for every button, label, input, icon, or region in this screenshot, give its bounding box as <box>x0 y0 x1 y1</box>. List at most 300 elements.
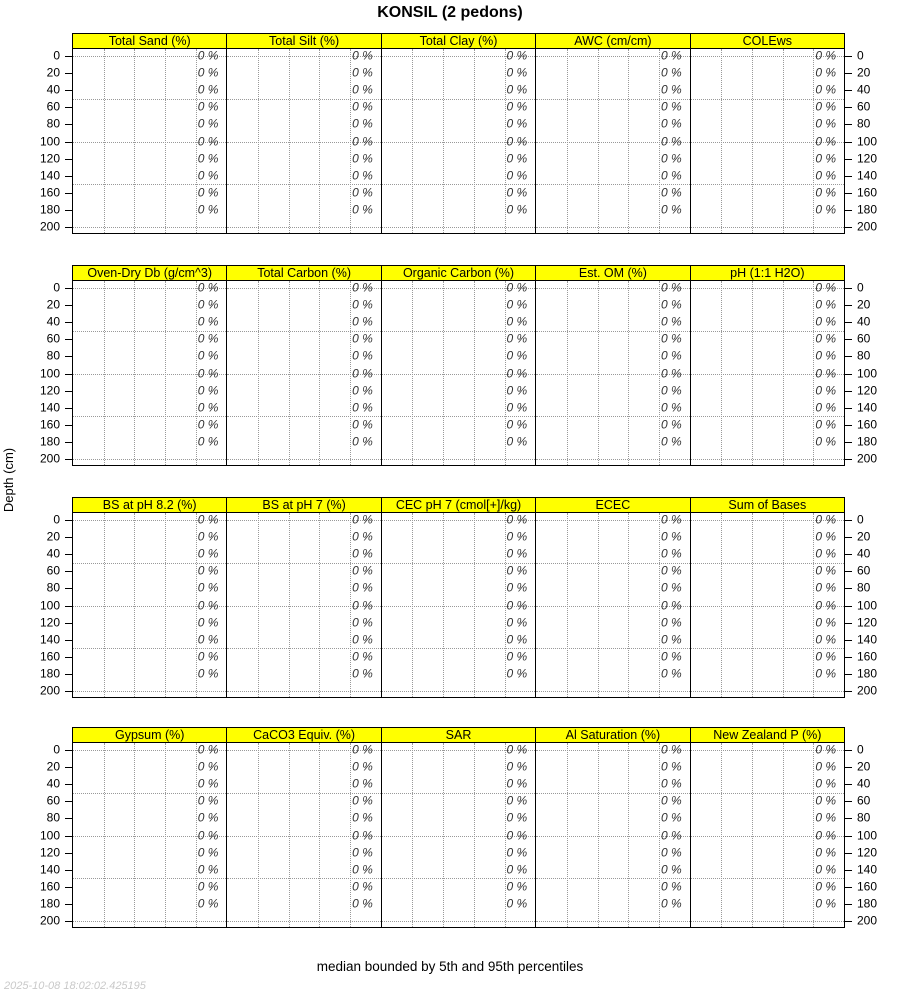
contributing-fraction-label: 0 % <box>815 828 837 842</box>
left-axis-tick <box>65 836 72 837</box>
contributing-fraction-label: 0 % <box>352 116 373 131</box>
contributing-fraction-label: 0 % <box>660 348 682 363</box>
contributing-fraction-label: 0 % <box>815 297 837 312</box>
right-axis-tick <box>845 887 852 888</box>
horizontal-gridline <box>691 227 844 228</box>
horizontal-gridline <box>382 227 535 228</box>
contributing-fraction-label: 0 % <box>352 366 373 380</box>
left-axis-tick-label: 100 <box>39 134 60 148</box>
contributing-fraction-label: 0 % <box>352 742 373 757</box>
left-axis-tick-label: 20 <box>46 759 60 774</box>
horizontal-gridline <box>227 921 380 922</box>
panel-strip <box>690 265 845 281</box>
panel <box>690 281 845 466</box>
right-axis-tick-label: 160 <box>857 649 878 664</box>
right-axis-tick-label: 0 <box>857 742 864 757</box>
panel <box>690 743 845 928</box>
strip-row <box>72 727 845 743</box>
panel-row <box>72 743 845 928</box>
right-axis-tick <box>845 818 852 819</box>
contributing-fraction-label: 0 % <box>197 759 219 774</box>
panel-strip <box>72 727 227 743</box>
panel-strip-label: BS at pH 8.2 (%) <box>102 497 197 512</box>
horizontal-gridline <box>382 459 535 460</box>
contributing-fraction-label: 0 % <box>506 529 528 544</box>
contributing-fraction-label: 0 % <box>506 546 528 561</box>
contributing-fraction-label: 0 % <box>506 168 528 183</box>
contributing-fraction-label: 0 % <box>660 810 682 825</box>
contributing-fraction-label: 0 % <box>660 512 682 527</box>
contributing-fraction-label: 0 % <box>352 331 373 346</box>
contributing-fraction-label: 0 % <box>660 742 682 757</box>
contributing-fraction-label: 0 % <box>660 632 682 647</box>
left-axis-tick-label: 100 <box>39 598 60 612</box>
contributing-fraction-label: 0 % <box>506 580 528 595</box>
contributing-fraction-label: 0 % <box>352 434 373 449</box>
left-axis-tick <box>65 870 72 871</box>
panel-strip-label: Sum of Bases <box>728 497 807 512</box>
left-axis-tick-label: 60 <box>46 793 60 808</box>
contributing-fraction-label: 0 % <box>506 810 528 825</box>
left-axis-tick <box>65 442 72 443</box>
right-axis-tick <box>845 870 852 871</box>
panel <box>226 743 381 928</box>
contributing-fraction-label: 0 % <box>197 366 219 380</box>
contributing-fraction-label: 0 % <box>352 400 373 415</box>
contributing-fraction-label: 0 % <box>506 280 528 295</box>
horizontal-gridline <box>691 459 844 460</box>
left-axis-tick <box>65 606 72 607</box>
left-axis-tick <box>65 425 72 426</box>
contributing-fraction-label: 0 % <box>506 331 528 346</box>
contributing-fraction-label: 0 % <box>815 580 837 595</box>
right-axis-tick <box>845 691 852 692</box>
contributing-fraction-label: 0 % <box>660 776 682 791</box>
right-axis-tick <box>845 56 852 57</box>
contributing-fraction-label: 0 % <box>815 759 837 774</box>
horizontal-gridline <box>73 227 226 228</box>
left-axis-tick <box>65 904 72 905</box>
panel-strip-label: Organic Carbon (%) <box>402 265 515 280</box>
left-axis-tick-label: 60 <box>46 331 60 346</box>
right-axis-tick-label: 140 <box>857 862 878 877</box>
right-axis-tick-label: 120 <box>857 151 878 166</box>
left-axis-tick <box>65 853 72 854</box>
contributing-fraction-label: 0 % <box>660 546 682 561</box>
panel <box>381 281 536 466</box>
horizontal-gridline <box>227 691 380 692</box>
right-axis-tick <box>845 425 852 426</box>
contributing-fraction-label: 0 % <box>197 810 219 825</box>
left-axis-tick-label: 180 <box>39 896 60 911</box>
right-axis-tick-label: 200 <box>857 683 878 698</box>
left-axis-tick <box>65 921 72 922</box>
contributing-fraction-label: 0 % <box>506 512 528 527</box>
left-axis-tick-label: 180 <box>39 666 60 681</box>
left-axis-tick-label: 200 <box>39 219 60 234</box>
horizontal-gridline <box>227 227 380 228</box>
contributing-fraction-label: 0 % <box>815 632 837 647</box>
left-axis-tick-label: 100 <box>39 828 60 842</box>
right-axis-tick <box>845 520 852 521</box>
panel-strip <box>381 497 536 513</box>
right-axis-tick-label: 20 <box>857 759 871 774</box>
contributing-fraction-label: 0 % <box>506 563 528 578</box>
contributing-fraction-label: 0 % <box>815 280 837 295</box>
right-axis-tick <box>845 408 852 409</box>
panel-strip-label: Total Sand (%) <box>108 33 191 48</box>
right-axis-tick <box>845 640 852 641</box>
left-axis-tick-label: 120 <box>39 383 60 398</box>
contributing-fraction-label: 0 % <box>660 666 682 681</box>
contributing-fraction-label: 0 % <box>815 598 837 612</box>
contributing-fraction-label: 0 % <box>352 810 373 825</box>
contributing-fraction-label: 0 % <box>660 417 682 432</box>
panel-strip-label: Al Saturation (%) <box>565 727 661 742</box>
contributing-fraction-label: 0 % <box>660 896 682 911</box>
left-axis-tick <box>65 554 72 555</box>
contributing-fraction-label: 0 % <box>660 828 682 842</box>
contributing-fraction-label: 0 % <box>197 48 219 63</box>
left-axis-tick-label: 80 <box>46 116 60 131</box>
contributing-fraction-label: 0 % <box>352 845 373 860</box>
right-axis-tick <box>845 193 852 194</box>
contributing-fraction-label: 0 % <box>352 632 373 647</box>
contributing-fraction-label: 0 % <box>660 615 682 630</box>
left-axis-tick-label: 40 <box>46 546 60 561</box>
horizontal-gridline <box>536 459 689 460</box>
right-axis-tick-label: 180 <box>857 896 878 911</box>
contributing-fraction-label: 0 % <box>660 649 682 664</box>
contributing-fraction-label: 0 % <box>352 546 373 561</box>
contributing-fraction-label: 0 % <box>506 366 528 380</box>
right-axis-tick-label: 200 <box>857 451 878 466</box>
contributing-fraction-label: 0 % <box>352 580 373 595</box>
panel <box>72 49 227 234</box>
contributing-fraction-label: 0 % <box>197 615 219 630</box>
contributing-fraction-label: 0 % <box>815 615 837 630</box>
right-axis-tick-label: 180 <box>857 434 878 449</box>
right-axis-tick-label: 120 <box>857 845 878 860</box>
left-axis-tick <box>65 56 72 57</box>
contributing-fraction-label: 0 % <box>660 580 682 595</box>
contributing-fraction-label: 0 % <box>197 168 219 183</box>
contributing-fraction-label: 0 % <box>197 666 219 681</box>
left-axis-tick-label: 20 <box>46 65 60 80</box>
right-axis-tick <box>845 107 852 108</box>
right-axis-tick-label: 160 <box>857 417 878 432</box>
contributing-fraction-label: 0 % <box>815 776 837 791</box>
right-axis-tick <box>845 322 852 323</box>
contributing-fraction-label: 0 % <box>660 862 682 877</box>
contributing-fraction-label: 0 % <box>660 82 682 97</box>
left-axis-tick-label: 60 <box>46 99 60 114</box>
contributing-fraction-label: 0 % <box>660 529 682 544</box>
right-axis-tick <box>845 801 852 802</box>
contributing-fraction-label: 0 % <box>506 400 528 415</box>
right-axis-tick <box>845 750 852 751</box>
panel-strip <box>226 727 381 743</box>
left-axis-tick-label: 200 <box>39 451 60 466</box>
left-axis-tick <box>65 210 72 211</box>
contributing-fraction-label: 0 % <box>815 810 837 825</box>
contributing-fraction-label: 0 % <box>506 896 528 911</box>
left-axis-tick-label: 160 <box>39 649 60 664</box>
contributing-fraction-label: 0 % <box>197 383 219 398</box>
contributing-fraction-label: 0 % <box>352 417 373 432</box>
right-axis-tick-label: 20 <box>857 529 871 544</box>
left-axis-tick-label: 120 <box>39 845 60 860</box>
right-axis-tick-label: 0 <box>857 280 864 295</box>
right-axis-tick <box>845 657 852 658</box>
panel <box>535 513 690 698</box>
right-axis-tick-label: 100 <box>857 366 878 380</box>
contributing-fraction-label: 0 % <box>660 202 682 217</box>
contributing-fraction-label: 0 % <box>352 383 373 398</box>
left-axis-tick <box>65 142 72 143</box>
panel-strip <box>690 727 845 743</box>
left-axis-tick <box>65 73 72 74</box>
panel-strip <box>381 727 536 743</box>
contributing-fraction-label: 0 % <box>815 896 837 911</box>
contributing-fraction-label: 0 % <box>197 417 219 432</box>
right-axis-tick-label: 120 <box>857 615 878 630</box>
contributing-fraction-label: 0 % <box>506 185 528 200</box>
contributing-fraction-label: 0 % <box>197 314 219 329</box>
contributing-fraction-label: 0 % <box>352 168 373 183</box>
horizontal-gridline <box>227 459 380 460</box>
horizontal-gridline <box>691 921 844 922</box>
left-axis-tick <box>65 193 72 194</box>
right-axis-tick-label: 180 <box>857 202 878 217</box>
left-axis-tick <box>65 90 72 91</box>
contributing-fraction-label: 0 % <box>815 168 837 183</box>
contributing-fraction-label: 0 % <box>660 793 682 808</box>
panel-strip-label: Total Clay (%) <box>419 33 498 48</box>
right-axis-tick-label: 160 <box>857 879 878 894</box>
left-axis-tick <box>65 801 72 802</box>
right-axis-tick <box>845 391 852 392</box>
contributing-fraction-label: 0 % <box>815 862 837 877</box>
contributing-fraction-label: 0 % <box>352 862 373 877</box>
contributing-fraction-label: 0 % <box>352 598 373 612</box>
contributing-fraction-label: 0 % <box>660 434 682 449</box>
panel <box>535 281 690 466</box>
right-axis-tick <box>845 853 852 854</box>
contributing-fraction-label: 0 % <box>197 99 219 114</box>
horizontal-gridline <box>382 691 535 692</box>
right-axis-tick-label: 160 <box>857 185 878 200</box>
right-axis-tick <box>845 767 852 768</box>
contributing-fraction-label: 0 % <box>352 649 373 664</box>
panel-strip-label: AWC (cm/cm) <box>574 33 652 48</box>
left-axis-tick-label: 160 <box>39 185 60 200</box>
contributing-fraction-label: 0 % <box>197 185 219 200</box>
contributing-fraction-label: 0 % <box>352 828 373 842</box>
contributing-fraction-label: 0 % <box>352 280 373 295</box>
left-axis-tick <box>65 767 72 768</box>
contributing-fraction-label: 0 % <box>352 185 373 200</box>
right-axis-tick <box>845 227 852 228</box>
horizontal-gridline <box>536 691 689 692</box>
contributing-fraction-label: 0 % <box>197 632 219 647</box>
left-axis-tick-label: 120 <box>39 615 60 630</box>
right-axis-tick <box>845 904 852 905</box>
contributing-fraction-label: 0 % <box>197 297 219 312</box>
contributing-fraction-label: 0 % <box>660 151 682 166</box>
contributing-fraction-label: 0 % <box>815 185 837 200</box>
contributing-fraction-label: 0 % <box>197 776 219 791</box>
left-axis-tick <box>65 818 72 819</box>
contributing-fraction-label: 0 % <box>197 400 219 415</box>
strip-row <box>72 497 845 513</box>
contributing-fraction-label: 0 % <box>352 151 373 166</box>
horizontal-gridline <box>382 921 535 922</box>
contributing-fraction-label: 0 % <box>506 314 528 329</box>
left-axis-tick-label: 200 <box>39 913 60 928</box>
left-axis-tick-label: 20 <box>46 297 60 312</box>
panel-strip-label: pH (1:1 H2O) <box>730 265 805 280</box>
panel <box>690 49 845 234</box>
left-axis-tick-label: 160 <box>39 879 60 894</box>
contributing-fraction-label: 0 % <box>352 134 373 148</box>
right-axis-tick <box>845 305 852 306</box>
contributing-fraction-label: 0 % <box>197 845 219 860</box>
left-axis-tick <box>65 176 72 177</box>
contributing-fraction-label: 0 % <box>815 529 837 544</box>
contributing-fraction-label: 0 % <box>660 48 682 63</box>
right-axis-tick-label: 60 <box>857 331 871 346</box>
left-axis-tick-label: 120 <box>39 151 60 166</box>
right-axis-tick <box>845 606 852 607</box>
right-axis-tick <box>845 159 852 160</box>
contributing-fraction-label: 0 % <box>506 862 528 877</box>
contributing-fraction-label: 0 % <box>506 383 528 398</box>
contributing-fraction-label: 0 % <box>815 434 837 449</box>
contributing-fraction-label: 0 % <box>352 563 373 578</box>
horizontal-gridline <box>73 921 226 922</box>
contributing-fraction-label: 0 % <box>197 134 219 148</box>
horizontal-gridline <box>536 227 689 228</box>
panel <box>535 49 690 234</box>
contributing-fraction-label: 0 % <box>352 297 373 312</box>
right-axis-tick-label: 140 <box>857 168 878 183</box>
panel-strip <box>381 33 536 49</box>
right-axis-tick-label: 40 <box>857 776 871 791</box>
contributing-fraction-label: 0 % <box>197 879 219 894</box>
contributing-fraction-label: 0 % <box>660 280 682 295</box>
contributing-fraction-label: 0 % <box>815 400 837 415</box>
left-axis-tick-label: 140 <box>39 862 60 877</box>
panel <box>381 743 536 928</box>
right-axis-tick-label: 80 <box>857 348 871 363</box>
left-axis-tick-label: 40 <box>46 314 60 329</box>
contributing-fraction-label: 0 % <box>197 280 219 295</box>
contributing-fraction-label: 0 % <box>815 116 837 131</box>
right-axis-tick <box>845 836 852 837</box>
horizontal-gridline <box>536 921 689 922</box>
panel-strip-label: ECEC <box>595 497 631 512</box>
contributing-fraction-label: 0 % <box>197 546 219 561</box>
contributing-fraction-label: 0 % <box>352 202 373 217</box>
left-axis-tick-label: 200 <box>39 683 60 698</box>
right-axis-tick <box>845 356 852 357</box>
left-axis-tick <box>65 391 72 392</box>
contributing-fraction-label: 0 % <box>506 99 528 114</box>
right-axis-tick <box>845 921 852 922</box>
contributing-fraction-label: 0 % <box>660 598 682 612</box>
contributing-fraction-label: 0 % <box>197 82 219 97</box>
panel-strip <box>535 265 690 281</box>
contributing-fraction-label: 0 % <box>197 116 219 131</box>
contributing-fraction-label: 0 % <box>197 348 219 363</box>
contributing-fraction-label: 0 % <box>506 615 528 630</box>
right-axis-tick-label: 200 <box>857 219 878 234</box>
contributing-fraction-label: 0 % <box>506 348 528 363</box>
contributing-fraction-label: 0 % <box>815 151 837 166</box>
contributing-fraction-label: 0 % <box>197 896 219 911</box>
left-axis-tick <box>65 374 72 375</box>
left-axis-tick <box>65 623 72 624</box>
contributing-fraction-label: 0 % <box>197 512 219 527</box>
contributing-fraction-label: 0 % <box>506 649 528 664</box>
contributing-fraction-label: 0 % <box>506 134 528 148</box>
left-axis-tick <box>65 107 72 108</box>
panel-strip-label: SAR <box>445 727 472 742</box>
right-axis-tick-label: 100 <box>857 598 878 612</box>
panel-strip <box>535 727 690 743</box>
contributing-fraction-label: 0 % <box>506 793 528 808</box>
right-axis-tick-label: 200 <box>857 913 878 928</box>
contributing-fraction-label: 0 % <box>506 759 528 774</box>
y-axis-label: Depth (cm) <box>1 447 16 513</box>
contributing-fraction-label: 0 % <box>352 759 373 774</box>
panel-strip <box>226 33 381 49</box>
right-axis-tick-label: 80 <box>857 580 871 595</box>
contributing-fraction-label: 0 % <box>660 134 682 148</box>
right-axis-tick-label: 100 <box>857 828 878 842</box>
left-axis-tick-label: 40 <box>46 82 60 97</box>
right-axis-tick-label: 180 <box>857 666 878 681</box>
left-axis-tick-label: 140 <box>39 632 60 647</box>
contributing-fraction-label: 0 % <box>506 116 528 131</box>
panel-strip-label: CaCO3 Equiv. (%) <box>253 727 356 742</box>
left-axis-tick-label: 180 <box>39 434 60 449</box>
contributing-fraction-label: 0 % <box>197 598 219 612</box>
right-axis-tick-label: 80 <box>857 810 871 825</box>
right-axis-tick <box>845 374 852 375</box>
panel-strip-label: Total Silt (%) <box>269 33 340 48</box>
panel <box>226 281 381 466</box>
left-axis-tick-label: 140 <box>39 168 60 183</box>
strip-row <box>72 265 845 281</box>
contributing-fraction-label: 0 % <box>660 366 682 380</box>
right-axis-tick-label: 60 <box>857 99 871 114</box>
contributing-fraction-label: 0 % <box>815 512 837 527</box>
contributing-fraction-label: 0 % <box>506 879 528 894</box>
left-axis-tick-label: 80 <box>46 810 60 825</box>
right-axis-tick-label: 120 <box>857 383 878 398</box>
left-axis-tick <box>65 691 72 692</box>
contributing-fraction-label: 0 % <box>815 314 837 329</box>
right-axis-tick-label: 40 <box>857 546 871 561</box>
contributing-fraction-label: 0 % <box>506 776 528 791</box>
contributing-fraction-label: 0 % <box>352 48 373 63</box>
right-axis-tick <box>845 571 852 572</box>
left-axis-tick <box>65 124 72 125</box>
contributing-fraction-label: 0 % <box>506 828 528 842</box>
contributing-fraction-label: 0 % <box>660 879 682 894</box>
